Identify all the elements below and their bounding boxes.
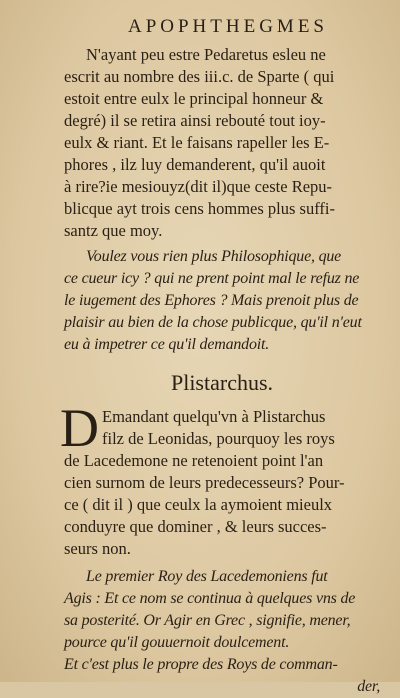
commentary-line: pource qu'il gouuernoit doulcement. [64,634,290,651]
text-line: seurs non. [64,539,131,558]
text-line: cien surnom de leurs predecesseurs? Pour- [64,473,345,492]
text-line: à rire?ie mesiouyz(dit il)que ceste Repu- [64,177,333,196]
commentary-line: Voulez vous rien plus Philosophique, que [86,248,342,265]
commentary-line: eu à impetrer ce qu'il demandoit. [64,336,270,353]
paragraph-plistarchus [60,398,380,560]
section-title: Plistarchus. [170,370,274,395]
catchword: der, [357,678,380,695]
commentary-pedaretus [64,246,380,356]
text-line: escrit au nombre des iii.c. de Sparte ( qui [64,67,335,86]
text-line: santz que moy. [64,221,163,240]
text-line: blicque ayt trois cens hommes plus suffi- [64,199,335,218]
commentary-line: Et c'est plus le propre des Roys de comman- [64,656,338,673]
text-line: de Lacedemone ne retenoient point l'an [64,451,324,470]
drop-cap: D [60,398,99,458]
text-line: ce ( dit il ) que ceulx la aymoient mieulx [64,495,333,514]
text-line: eulx & riant. Et le faisans rapeller les E- [64,133,330,152]
text-line: Emandant quelqu'vn à Plistarchus [102,407,326,426]
commentary-line: plaisir au bien de la chose publicque, qu'il n'eut [64,314,362,331]
text-line: estoit entre eulx le principal honneur & [64,89,324,108]
commentary-line: sa posterité. Or Agir en Grec , signifie, mener, [64,612,351,629]
text-line: filz de Leonidas, pourquoy les roys [102,429,335,448]
commentary-line: Agis : Et ce nom se continua à quelques vns de [64,590,356,607]
text-line: degré) il se retira ainsi rebouté tout ioy- [64,111,326,130]
commentary-line: le iugement des Ephores ? Mais prenoit plus de [64,292,359,309]
text-line: conduyre que dominer , & leurs succes- [64,517,327,536]
text-line: phores , ilz luy demanderent, qu'il auoit [64,155,326,174]
commentary-line: Le premier Roy des Lacedemoniens fut [86,568,328,585]
paragraph-pedaretus [64,44,380,242]
running-header: APOPHTHEGMES [127,16,329,37]
text-line: N'ayant peu estre Pedaretus esleu ne [86,45,326,64]
commentary-line: ce cueur icy ? qui ne prent point mal le refuz ne [64,270,360,287]
commentary-plistarchus [64,566,380,698]
